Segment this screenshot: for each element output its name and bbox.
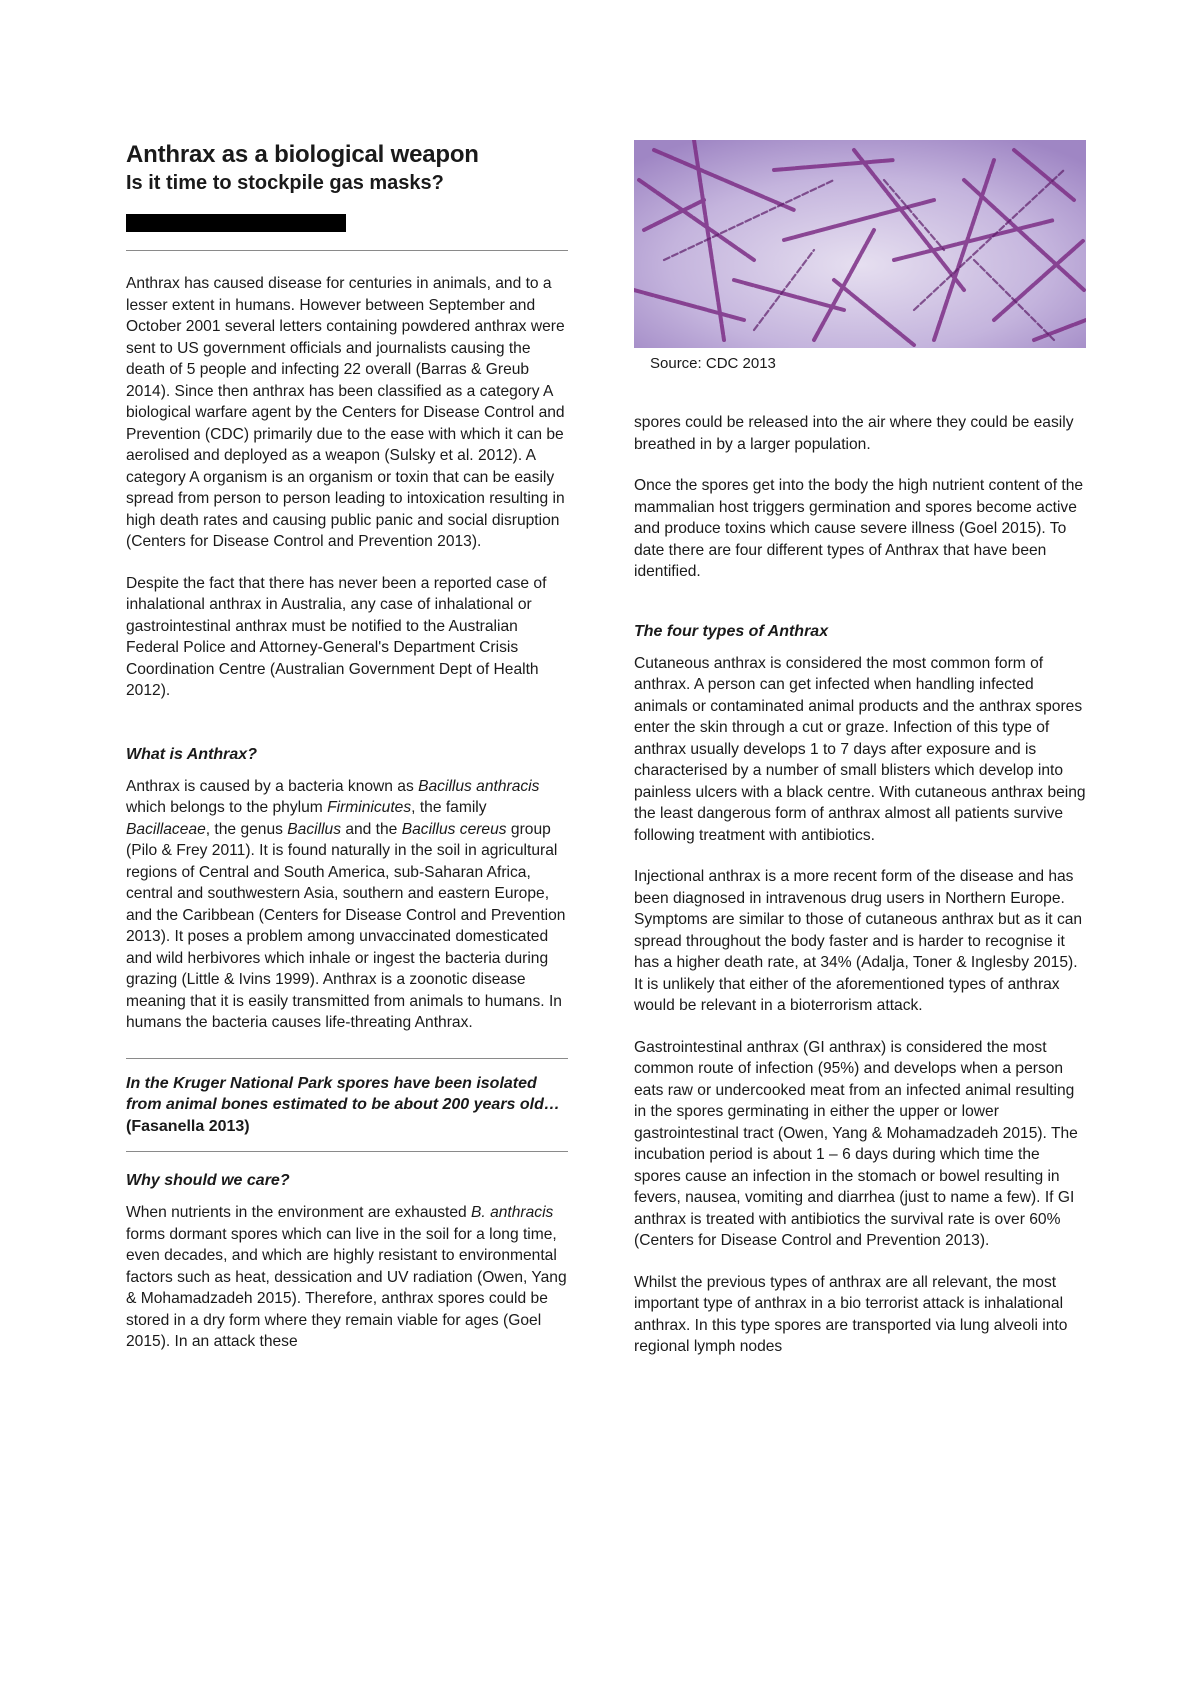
header-divider (126, 250, 568, 251)
cutaneous-anthrax-paragraph: Cutaneous anthrax is considered the most common form of anthrax. A person can get infected when handling infected animals or contaminated animal products and the anthrax spores enter the skin through a cut or graze. Infection of this type of anthrax usually develops 1 to 7 days after exposure and is characterised by a number of small blisters which develop into painless ulcers with a black centre. With cutaneous anthrax being the least dangerous form of anthrax almost all patients survive following treatment with antibiotics. (634, 654, 1086, 844)
right-column (634, 412, 1086, 1358)
bacillus-stain-illustration (634, 140, 1086, 348)
right-paragraph-1: spores could be released into the air where they could be easily breathed in by a larger population. (634, 414, 1074, 453)
section-heading-four-types: The four types of Anthrax (634, 622, 829, 640)
pull-quote-bottom-divider (126, 1151, 568, 1152)
gi-anthrax-paragraph: Gastrointestinal anthrax (GI anthrax) is considered the most common route of infection (95%) and develops when a person eats raw or undercooked meat from an infected animal resulting in the spores germinating in either the upper or lower gastrointestinal tract (Owen, Yang & Mohamadzadeh 2015). The incubation period is about 1 – 6 days during which time the spores cause an infection in the stomach or bowel resulting in fevers, nausea, vomiting and diarrhea (just to name a few). If GI anthrax is treated with antibiotics the survival rate is over 60% (Centers for Disease Control and Prevention 2013). (634, 1038, 1078, 1249)
section-heading-why-care: Why should we care? (126, 1172, 290, 1189)
what-is-anthrax-paragraph: Anthrax is caused by a bacteria known as Bacillus anthracis which belongs to the phylum Firminicutes, the family Bacillaceae, the genus Bacillus and the Bacillus cereus group (Pilo & Frey 2011). It is found naturally in the soil in agricultural regions of Central and South America, sub-Saharan Africa, central and southwestern Asia, southern and eastern Europe, and the Caribbean (Centers for Disease Control and Prevention 2013). It poses a problem among unvaccinated domesticated and wild herbivores which inhale or ingest the bacteria during grazing (Little & Ivins 1999). Anthrax is a zoonotic disease meaning that it is easily transmitted from animals to humans. In humans the bacteria causes life-threating Anthrax. (126, 777, 566, 1031)
pull-quote-citation: (Fasanella 2013) (126, 1117, 250, 1135)
image-caption: Source: CDC 2013 (650, 355, 776, 372)
inhalational-anthrax-paragraph: Whilst the previous types of anthrax are all relevant, the most important type of anthrax in a bio terrorist attack is inhalational anthrax. In this type spores are transported via lung alveoli into regional lymph nodes (634, 1273, 1068, 1355)
intro-paragraph-2: Despite the fact that there has never been a reported case of inhalational anthrax in Australia, any case of inhalational or gastrointestinal anthrax must be notified to the Australian Federal Police and Attorney-General's Department Crisis Coordination Centre (Australian Government Dept of Health 2012). (126, 574, 547, 699)
intro-paragraph-1: Anthrax has caused disease for centuries in animals, and to a lesser extent in humans. However between September and October 2001 several letters containing powdered anthrax were sent to US government officials and journalists causing the death of 5 people and infecting 22 overall (Barras & Greub 2014). Since then anthrax has been classified as a category A biological warfare agent by the Centers for Disease Control and Prevention (CDC) primarily due to the ease with which it can be aerolised and deployed as a weapon (Sulsky et al. 2012). A category A organism is an organism or toxin that can be easily spread from person to person leading to intoxication resulting in high death rates and causing public panic and social disruption (Centers for Disease Control and Prevention 2013). (126, 275, 565, 550)
right-paragraph-2: Once the spores get into the body the high nutrient content of the mammalian host triggers germination and spores become active and produce toxins which cause severe illness (Goel 2015). To date there are four different types of Anthrax that have been identified. (634, 477, 1084, 580)
pull-quote: In the Kruger National Park spores have been isolated from animal bones estimated to be about 200 years old… (Fasanella 2013) (126, 1074, 560, 1135)
left-column (126, 140, 568, 1353)
section-heading-what-is-anthrax: What is Anthrax? (126, 745, 257, 763)
page-subtitle: Is it time to stockpile gas masks? (126, 172, 444, 194)
injectional-anthrax-paragraph: Injectional anthrax is a more recent form of the disease and has been diagnosed in intravenous drug users in Northern Europe. Symptoms are similar to those of cutaneous anthrax but as it can spread throughout the body faster and is harder to recognise it has a higher death rate, at 34% (Adalja, Toner & Inglesby 2015). It is unlikely that either of the aforementioned types of anthrax would be relevant in a bioterrorism attack. (634, 868, 1083, 1014)
anthrax-micrograph-image (634, 140, 1086, 348)
why-care-paragraph: When nutrients in the environment are exhausted B. anthracis forms dormant spores which can live in the soil for a long time, even decades, and which are highly resistant to environmental factors such as heat, dessication and UV radiation (Owen, Yang & Mohamadzadeh 2015). Therefore, anthrax spores could be stored in a dry form where they remain viable for ages (Goel 2015). In an attack these (126, 1204, 567, 1350)
page-title: Anthrax as a biological weapon (126, 141, 479, 168)
pull-quote-top-divider (126, 1058, 568, 1059)
redacted-author-bar (126, 214, 346, 232)
